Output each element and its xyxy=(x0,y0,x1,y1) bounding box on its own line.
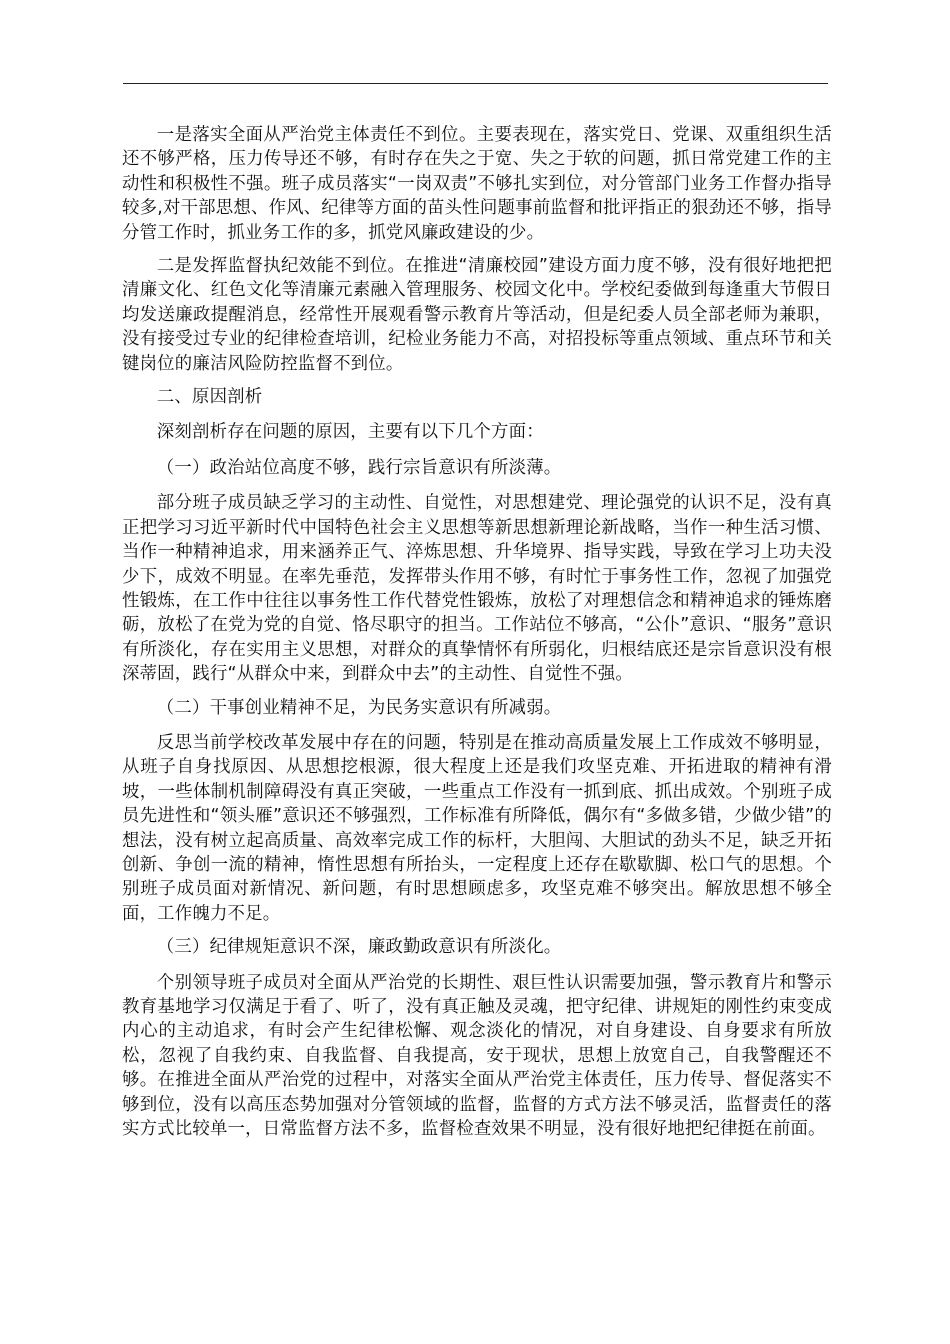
paragraph-political: 部分班子成员缺乏学习的主动性、自觉性，对思想建党、理论强党的认识不足，没有真正把学习习近平新时代中国特色社会主义思想等新思想新理论新战略，当作一种生活习惯、当作一种精神追求，用来涵养正气、淬炼思想、升华境界、指导实践，导致在学习上功夫没少下，成效不明显。在率先垂范，发挥带头作用不够，有时忙于事务性工作，忽视了加强党性锻炼，在工作中往往以事务性工作代替党性锻炼，放松了对理想信念和精神追求的锤炼磨砺，放松了在党为党的自觉、恪尽职守的担当。工作站位不够高，“公仆”意识、“服务”意识有所淡化，存在实用主义思想，对群众的真挚情怀有所弱化，归根结底还是宗旨意识没有根深蒂固，践行“从群众中来，到群众中去”的主动性、自觉性不强。 xyxy=(122,493,832,685)
section-heading-cause-analysis: 二、原因剖析 xyxy=(156,387,263,408)
subheading-entrepreneurship: （二）干事创业精神不足，为民务实意识有所减弱。 xyxy=(156,697,562,718)
paragraph-discipline: 个别领导班子成员对全面从严治党的长期性、艰巨性认识需要加强，警示教育片和警示教育基地学习仅满足于看了、听了，没有真正触及灵魂，把守纪律、讲规矩的刚性约束变成内心的主动追求，有时会产生纪律松懈、观念淡化的情况，对自身建设、自身要求有所放松，忽视了自我约束、自我监督、自我提高，安于现状，思想上放宽自己，自我警醒还不够。在推进全面从严治党的过程中，对落实全面从严治党主体责任，压力传导、督促落实不够到位，没有以高压态势加强对分管领域的监督，监督的方式方法不够灵活，监督责任的落实方式比较单一，日常监督方法不多，监督检查效果不明显，没有很好地把纪律挺在前面。 xyxy=(122,972,832,1140)
subheading-discipline: （三）纪律规矩意识不深，廉政勤政意识有所淡化。 xyxy=(156,937,562,958)
paragraph-responsibility: 一是落实全面从严治党主体责任不到位。主要表现在，落实党日、党课、双重组织生活还不够严格，压力传导还不够，有时存在失之于宽、失之于软的问题，抓日常党建工作的主动性和积极性不强。班子成员落实“一岗双责”不够扎实到位，对分管部门业务工作督办指导较多,对干部思想、作风、纪律等方面的苗头性问题事前监督和批评指正的狠劲还不够，指导分管工作时，抓业务工作的多，抓党风廉政建设的少。 xyxy=(122,125,832,243)
intro-line: 深刻剖析存在问题的原因，主要有以下几个方面： xyxy=(156,422,544,443)
subheading-political: （一）政治站位高度不够，践行宗旨意识有所淡薄。 xyxy=(156,457,562,478)
document-body xyxy=(122,123,832,1150)
header-rule xyxy=(123,83,828,84)
paragraph-entrepreneurship: 反思当前学校改革发展中存在的问题，特别是在推动高质量发展上工作成效不够明显，从班子自身找原因、从思想挖根源，很大程度上还是我们攻坚克难、开拓进取的精神有滑坡，一些体制机制障碍没有真正突破，一些重点工作没有一抓到底、抓出成效。个别班子成员先进性和“领头雁”意识还不够强烈，工作标准有所降低，偶尔有“多做多错，少做少错”的想法，没有树立起高质量、高效率完成工作的标杆，大胆闯、大胆试的劲头不足，缺乏开拓创新、争创一流的精神，惰性思想有所抬头，一定程度上还存在歇歇脚、松口气的思想。个别班子成员面对新情况、新问题，有时思想顾虑多，攻坚克难不够突出。解放思想不够全面，工作魄力不足。 xyxy=(122,732,832,924)
paragraph-supervision: 二是发挥监督执纪效能不到位。在推进“清廉校园”建设方面力度不够，没有很好地把把清廉文化、红色文化等清廉元素融入管理服务、校园文化中。学校纪委做到每逢重大节假日均发送廉政提醒消息，经常性开展观看警示教育片等活动，但是纪委人员全部老师为兼职，没有接受过专业的纪律检查培训，纪检业务能力不高，对招投标等重点领域、重点环节和关键岗位的廉洁风险防控监督不到位。 xyxy=(122,256,832,374)
